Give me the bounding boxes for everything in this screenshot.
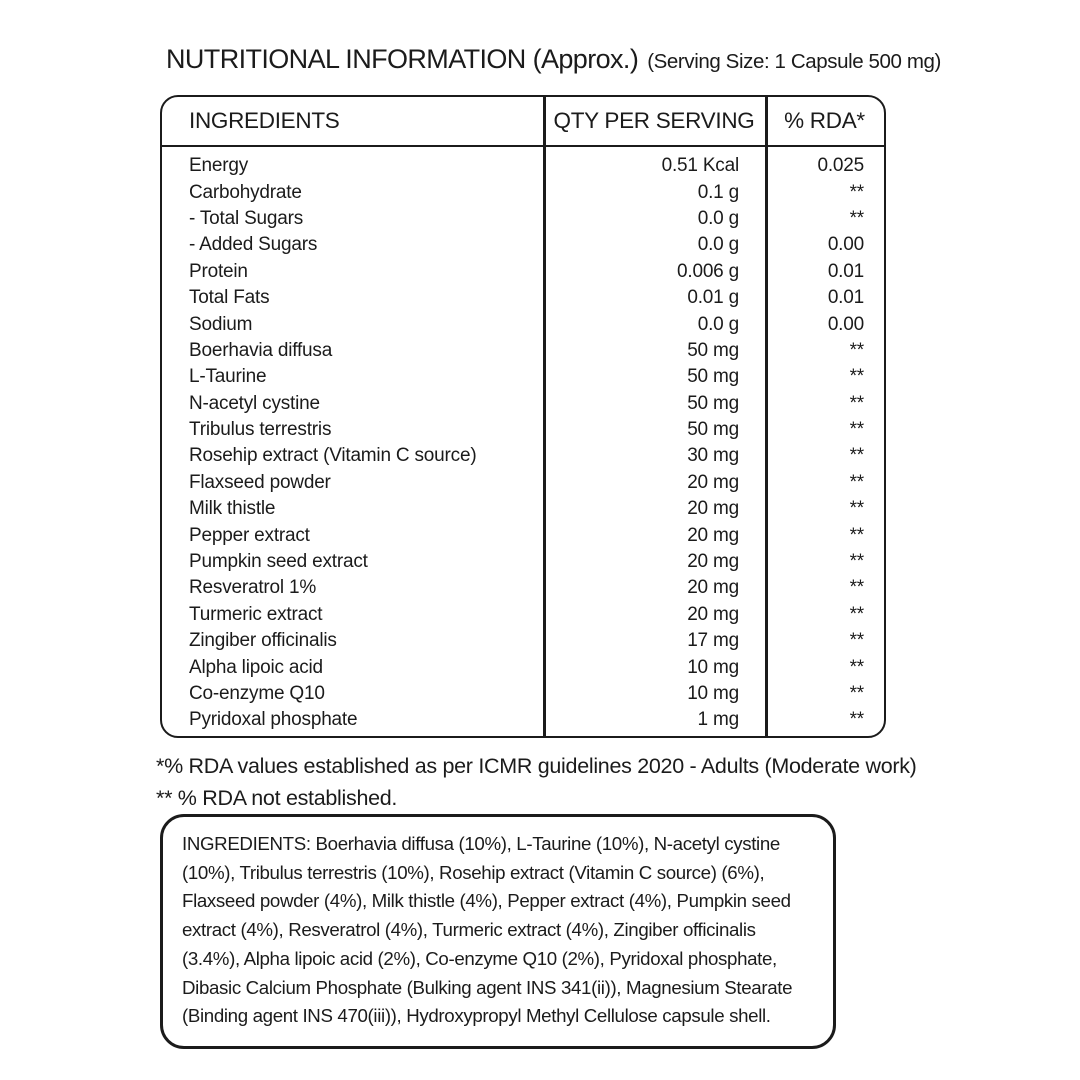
cell-qty-per-serving: 50 mg xyxy=(687,419,739,441)
cell-qty-per-serving: 30 mg xyxy=(687,445,739,467)
cell-ingredient-name: Rosehip extract (Vitamin C source) xyxy=(189,445,477,467)
table-row xyxy=(162,417,884,443)
table-header-row xyxy=(162,97,884,147)
cell-ingredient-name: Milk thistle xyxy=(189,498,276,520)
table-body xyxy=(162,147,884,734)
cell-ingredient-name: - Total Sugars xyxy=(189,207,304,229)
cell-ingredient-name: Carbohydrate xyxy=(189,181,302,203)
table-row xyxy=(162,522,884,548)
cell-qty-per-serving: 20 mg xyxy=(687,498,739,520)
footnotes xyxy=(156,750,986,814)
table-row xyxy=(162,443,884,469)
page-title xyxy=(166,44,941,75)
cell-ingredient-name: Zingiber officinalis xyxy=(189,630,337,652)
cell-rda-value: ** xyxy=(849,577,864,599)
cell-ingredient-name: Tribulus terrestris xyxy=(189,419,332,441)
table-row xyxy=(162,681,884,707)
table-row xyxy=(162,179,884,205)
cell-rda-value: ** xyxy=(849,709,864,731)
cell-qty-per-serving: 20 mg xyxy=(687,551,739,573)
cell-ingredient-name: - Added Sugars xyxy=(189,234,318,256)
table-row xyxy=(162,549,884,575)
cell-qty-per-serving: 50 mg xyxy=(687,366,739,388)
title-serving-size: (Serving Size: 1 Capsule 500 mg) xyxy=(647,50,941,73)
cell-rda-value: ** xyxy=(849,445,864,467)
table-row xyxy=(162,496,884,522)
cell-ingredient-name: Pyridoxal phosphate xyxy=(189,709,358,731)
cell-rda-value: 0.01 xyxy=(827,260,864,282)
cell-ingredient-name: Alpha lipoic acid xyxy=(189,656,323,678)
table-row xyxy=(162,153,884,179)
table-row xyxy=(162,707,884,733)
cell-qty-per-serving: 50 mg xyxy=(687,392,739,414)
cell-rda-value: ** xyxy=(849,551,864,573)
column-divider-2 xyxy=(765,97,768,736)
cell-ingredient-name: Total Fats xyxy=(189,287,270,309)
title-main: NUTRITIONAL INFORMATION (Approx.) xyxy=(166,44,639,74)
ingredients-declaration-text: INGREDIENTS: Boerhavia diffusa (10%), L-Taurine (10%), N-acetyl cystine (10%), Tribulus terrestris (10%), Rosehip extract (Vitamin C source) (6%), Flaxseed powder (4%), Milk thistle (4%), Pepper extract (4%), Pumpkin seed extract (4%), Resveratrol (4%), Turmeric extract (4%), Zingiber officinalis (3.4%), Alpha lipoic acid (2%), Co-enzyme Q10 (2%), Pyridoxal phosphate, Dibasic Calcium Phosphate (Bulking agent INS 341(ii)), Magnesium Stearate (Binding agent INS 470(iii)), Hydroxypropyl Methyl Cellulose capsule shell. xyxy=(182,833,793,1027)
table-row xyxy=(162,285,884,311)
table-row xyxy=(162,364,884,390)
cell-qty-per-serving: 0.0 g xyxy=(697,207,739,229)
cell-rda-value: ** xyxy=(849,603,864,625)
cell-rda-value: ** xyxy=(849,683,864,704)
cell-qty-per-serving: 20 mg xyxy=(687,471,739,493)
cell-rda-value: ** xyxy=(849,366,864,388)
table-row xyxy=(162,654,884,680)
cell-qty-per-serving: 17 mg xyxy=(687,630,739,652)
table-row xyxy=(162,338,884,364)
table-row xyxy=(162,232,884,258)
footnote-rda-established: *% RDA values established as per ICMR guidelines 2020 - Adults (Moderate work) xyxy=(156,754,917,778)
cell-qty-per-serving: 20 mg xyxy=(687,524,739,546)
cell-ingredient-name: Protein xyxy=(189,260,248,282)
cell-rda-value: ** xyxy=(849,630,864,652)
cell-qty-per-serving: 20 mg xyxy=(687,603,739,625)
cell-qty-per-serving: 0.01 g xyxy=(687,287,739,309)
header-qty-per-serving: QTY PER SERVING xyxy=(553,108,755,133)
cell-rda-value: 0.025 xyxy=(817,155,864,177)
cell-rda-value: ** xyxy=(849,339,864,361)
table-row xyxy=(162,391,884,417)
cell-qty-per-serving: 0.0 g xyxy=(697,234,739,256)
cell-rda-value: 0.00 xyxy=(827,313,864,335)
cell-ingredient-name: Co-enzyme Q10 xyxy=(189,683,325,704)
header-ingredients: INGREDIENTS xyxy=(189,108,340,133)
cell-rda-value: ** xyxy=(849,392,864,414)
cell-rda-value: ** xyxy=(849,498,864,520)
cell-qty-per-serving: 0.006 g xyxy=(677,260,739,282)
cell-ingredient-name: Pepper extract xyxy=(189,524,310,546)
cell-rda-value: ** xyxy=(849,471,864,493)
cell-rda-value: ** xyxy=(849,656,864,678)
ingredients-declaration-box xyxy=(160,814,836,1049)
table-row xyxy=(162,311,884,337)
nutrition-table xyxy=(160,95,886,738)
cell-ingredient-name: L-Taurine xyxy=(189,366,267,388)
table-row xyxy=(162,575,884,601)
cell-ingredient-name: Boerhavia diffusa xyxy=(189,339,333,361)
cell-rda-value: 0.01 xyxy=(827,287,864,309)
cell-ingredient-name: Turmeric extract xyxy=(189,603,323,625)
cell-qty-per-serving: 0.0 g xyxy=(697,313,739,335)
cell-qty-per-serving: 10 mg xyxy=(687,656,739,678)
table-row xyxy=(162,602,884,628)
cell-rda-value: ** xyxy=(849,419,864,441)
cell-qty-per-serving: 20 mg xyxy=(687,577,739,599)
cell-ingredient-name: Sodium xyxy=(189,313,253,335)
table-row xyxy=(162,470,884,496)
table-row xyxy=(162,259,884,285)
cell-qty-per-serving: 1 mg xyxy=(697,709,739,731)
cell-rda-value: ** xyxy=(849,181,864,203)
cell-ingredient-name: Pumpkin seed extract xyxy=(189,551,368,573)
cell-ingredient-name: Flaxseed powder xyxy=(189,471,331,493)
cell-ingredient-name: N-acetyl cystine xyxy=(189,392,320,414)
cell-rda-value: ** xyxy=(849,207,864,229)
table-row xyxy=(162,628,884,654)
cell-rda-value: 0.00 xyxy=(827,234,864,256)
cell-rda-value: ** xyxy=(849,524,864,546)
cell-qty-per-serving: 0.51 Kcal xyxy=(661,155,739,177)
table-row xyxy=(162,206,884,232)
cell-ingredient-name: Energy xyxy=(189,155,249,177)
cell-ingredient-name: Resveratrol 1% xyxy=(189,577,317,599)
column-divider-1 xyxy=(543,97,546,736)
cell-qty-per-serving: 10 mg xyxy=(687,683,739,704)
header-rda: % RDA* xyxy=(784,108,865,133)
footnote-rda-not-established: ** % RDA not established. xyxy=(156,786,398,810)
cell-qty-per-serving: 0.1 g xyxy=(697,181,739,203)
cell-qty-per-serving: 50 mg xyxy=(687,339,739,361)
